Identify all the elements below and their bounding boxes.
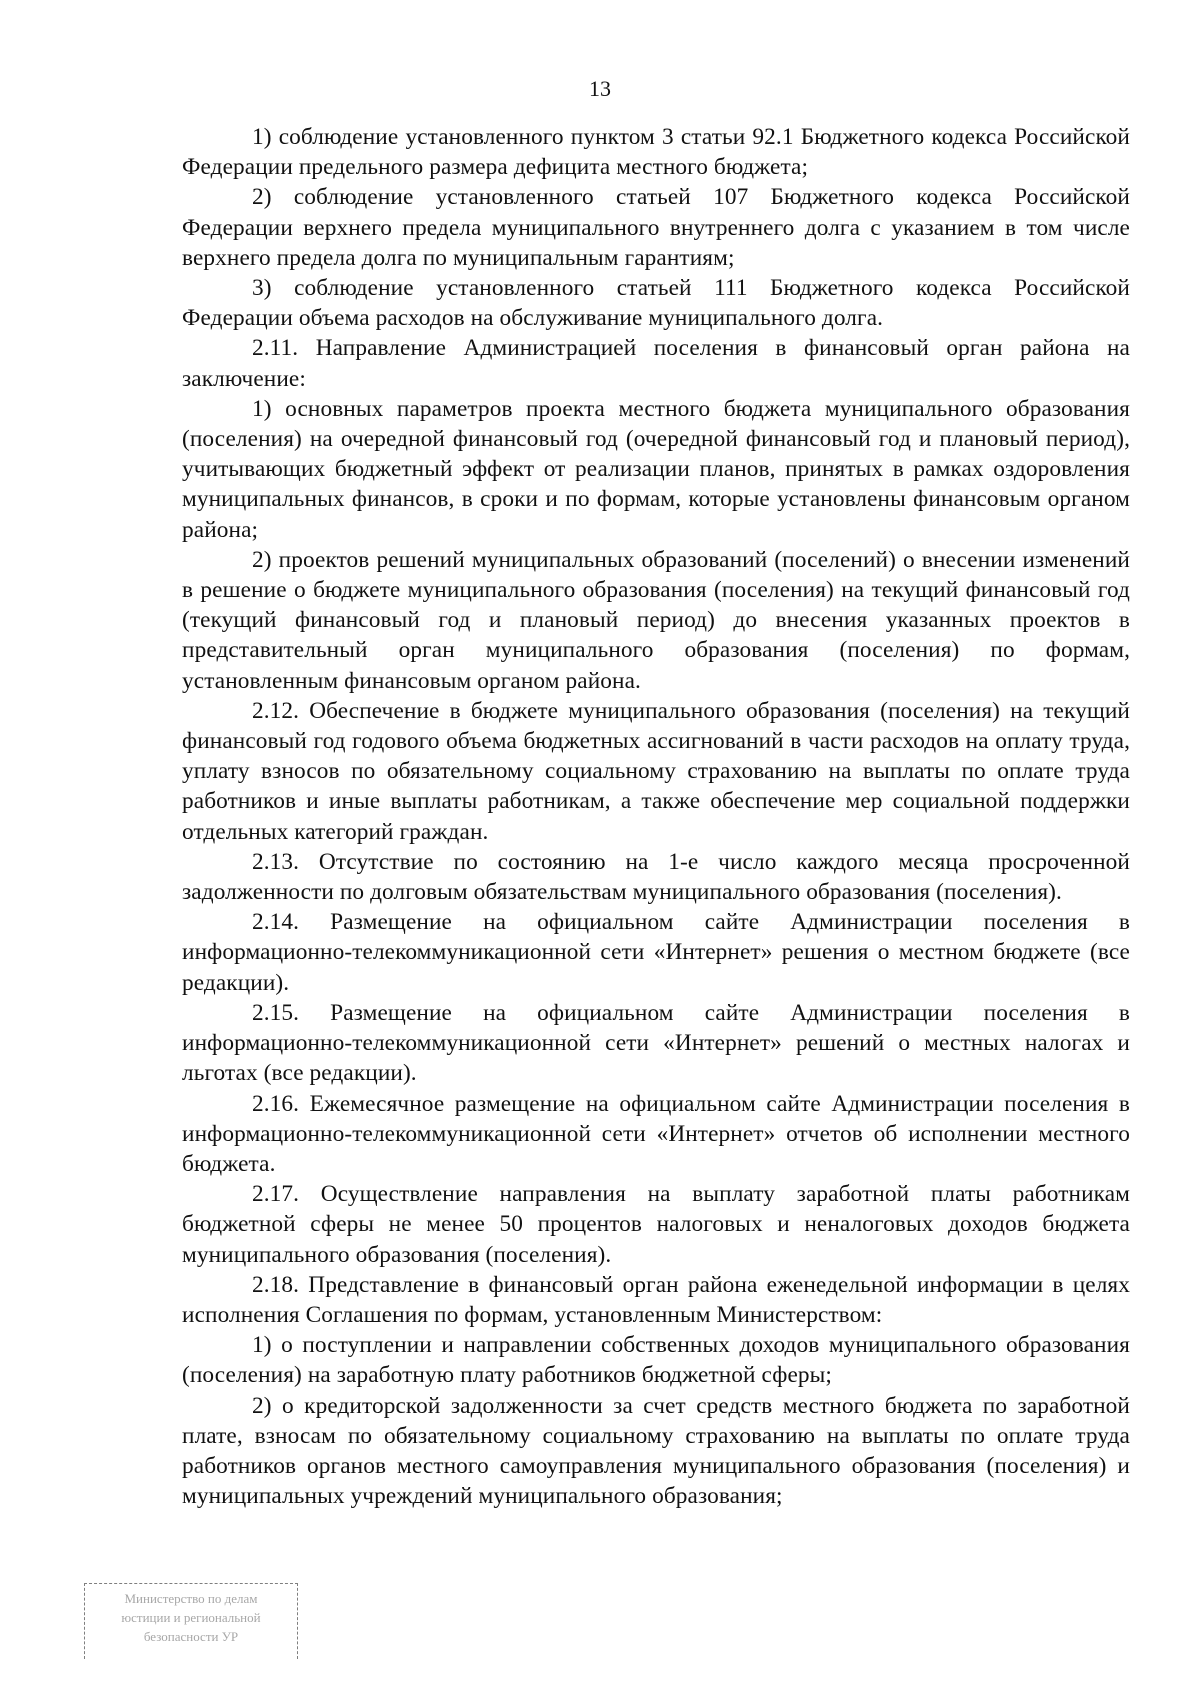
paragraph: 1) соблюдение установленного пунктом 3 статьи 92.1 Бюджетного кодекса Российской Федерации предельного размера дефицита местного бюджета; [182, 124, 1130, 181]
stamp-line: Министерство по делам [124, 1591, 258, 1606]
paragraph: 2) о кредиторской задолженности за счет средств местного бюджета по заработной плате, взносам по обязательному социальному страхованию на выплаты по оплате труда работников органов местного самоуправления муниципального образования (поселения) и муниципальных учреждений муниципального образования; [182, 1392, 1130, 1510]
document-body [182, 122, 1130, 1511]
page-number: 13 [589, 76, 611, 101]
paragraph: 2.14. Размещение на официальном сайте Администрации поселения в информационно-телекоммуникационной сети «Интернет» решения о местном бюджете (все редакции). [182, 909, 1130, 996]
paragraph: 2.13. Отсутствие по состоянию на 1-е число каждого месяца просроченной задолженности по долговым обязательствам муниципального образования (поселения). [182, 848, 1130, 906]
paragraph: 2.11. Направление Администрацией поселения в финансовый орган района на заключение: [182, 335, 1130, 392]
stamp-line: юстиции и региональной [121, 1610, 261, 1625]
registration-stamp [84, 1583, 298, 1659]
paragraph: 1) о поступлении и направлении собственных доходов муниципального образования (поселения) на заработную плату работников бюджетной сферы; [182, 1332, 1130, 1389]
paragraph: 2.17. Осуществление направления на выплату заработной платы работникам бюджетной сферы не менее 50 процентов налоговых и неналоговых доходов бюджета муниципального образования (поселения). [182, 1181, 1130, 1268]
paragraph: 2.18. Представление в финансовый орган района еженедельной информации в целях исполнения Соглашения по формам, установленным Министерством: [182, 1271, 1130, 1328]
paragraph: 2) проектов решений муниципальных образований (поселений) о внесении изменений в решение о бюджете муниципального образования (поселения) на текущий финансовый год (текущий финансовый год и плановый период) до внесения указанных проектов в представительный орган муниципального образования (поселения) по формам, установленным финансовым органом района. [182, 546, 1130, 694]
paragraph: 2.12. Обеспечение в бюджете муниципального образования (поселения) на текущий финансовый год годового объема бюджетных ассигнований в части расходов на оплату труда, уплату взносов по обязательному социальному страхованию на выплаты по оплате труда работников и иные выплаты работникам, а также обеспечение мер социальной поддержки отдельных категорий граждан. [182, 697, 1130, 845]
paragraph: 2.15. Размещение на официальном сайте Администрации поселения в информационно-телекоммуникационной сети «Интернет» решений о местных налогах и льготах (все редакции). [182, 999, 1130, 1087]
stamp-line: безопасности УР [143, 1629, 239, 1644]
paragraph: 2) соблюдение установленного статьей 107 Бюджетного кодекса Российской Федерации верхнего предела муниципального внутреннего долга с указанием в том числе верхнего предела долга по муниципальным гарантиям; [182, 184, 1130, 271]
paragraph: 3) соблюдение установленного статьей 111 Бюджетного кодекса Российской Федерации объема расходов на обслуживание муниципального долга. [182, 275, 1130, 332]
paragraph: 2.16. Ежемесячное размещение на официальном сайте Администрации поселения в информационно-телекоммуникационной сети «Интернет» отчетов об исполнении местного бюджета. [182, 1090, 1130, 1177]
paragraph: 1) основных параметров проекта местного бюджета муниципального образования (поселения) на очередной финансовый год (очередной финансовый год и плановый период), учитывающих бюджетный эффект от реализации планов, принятых в рамках оздоровления муниципальных финансов, в сроки и по формам, которые установлены финансовым органом района; [182, 395, 1130, 543]
